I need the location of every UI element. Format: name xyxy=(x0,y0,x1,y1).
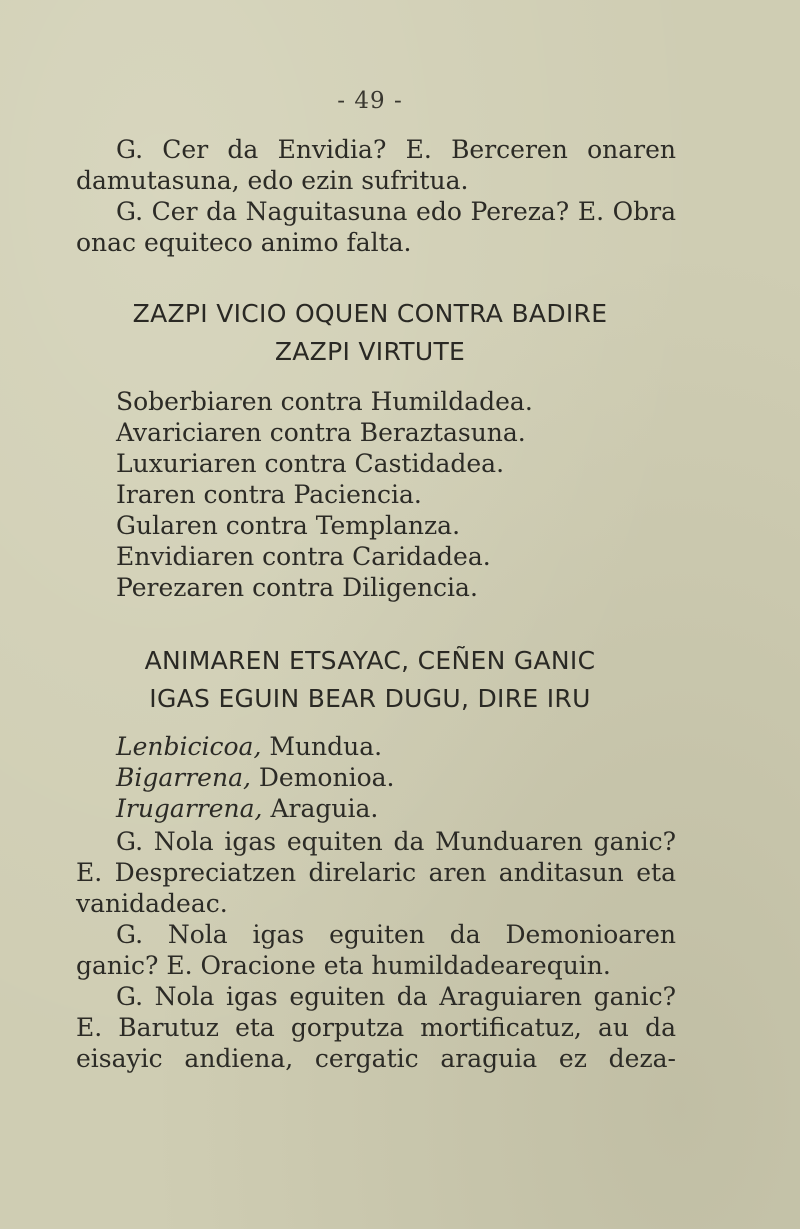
catechism-paragraph: G. Nola igas eguiten da Araguiaren ganic? E. Barutuz eta gorputza mortificatuz, au da eisayic andiena, cergatic araguia ez deza- xyxy=(76,982,676,1073)
list-item: Iraren contra Paciencia. xyxy=(116,480,422,509)
page-number: - 49 - xyxy=(337,88,403,114)
vices-list xyxy=(116,386,676,603)
catechism-paragraph: G. Cer da Naguitasuna edo Pereza? E. Obra onac equiteco animo falta. xyxy=(76,197,676,257)
list-item xyxy=(116,731,676,762)
section-heading-enemies xyxy=(70,642,670,718)
list-item: Gularen contra Templanza. xyxy=(116,511,461,540)
catechism-paragraph: G. Cer da Envidia? E. Berceren onaren damutasuna, edo ezin sufritua. xyxy=(76,135,676,195)
enemy-name: Araguia. xyxy=(270,794,379,823)
enemy-name: Mundua. xyxy=(269,732,383,761)
list-item: Avariciaren contra Beraztasuna. xyxy=(116,418,526,447)
heading-line: ANIMAREN ETSAYAC, CEÑEN GANIC xyxy=(144,646,596,675)
list-item: Luxuriaren contra Castidadea. xyxy=(116,449,505,478)
list-item: Perezaren contra Diligencia. xyxy=(116,573,478,602)
questions-text xyxy=(76,826,676,1074)
intro-text xyxy=(76,134,676,258)
enemies-list xyxy=(116,731,676,824)
list-item xyxy=(116,762,676,793)
heading-line: IGAS EGUIN BEAR DUGU, DIRE IRU xyxy=(149,684,591,713)
enemy-name: Demonioa. xyxy=(258,763,395,792)
ordinal: Irugarrena, xyxy=(116,794,263,823)
list-item: Soberbiaren contra Humildadea. xyxy=(116,387,533,416)
ordinal: Lenbicicoa, xyxy=(116,732,262,761)
section-heading-vices xyxy=(70,295,670,371)
heading-line: ZAZPI VIRTUTE xyxy=(274,337,466,366)
heading-line: ZAZPI VICIO OQUEN CONTRA BADIRE xyxy=(132,299,608,328)
list-item xyxy=(116,793,676,824)
catechism-paragraph: G. Nola igas eguiten da Demonioaren ganic? E. Oracione eta humildadearequin. xyxy=(76,920,676,980)
ordinal: Bigarrena, xyxy=(116,763,251,792)
catechism-paragraph: G. Nola igas equiten da Munduaren ganic? E. Despreciatzen direlaric aren anditasun eta vanidadeac. xyxy=(76,827,676,918)
list-item: Envidiaren contra Caridadea. xyxy=(116,542,491,571)
